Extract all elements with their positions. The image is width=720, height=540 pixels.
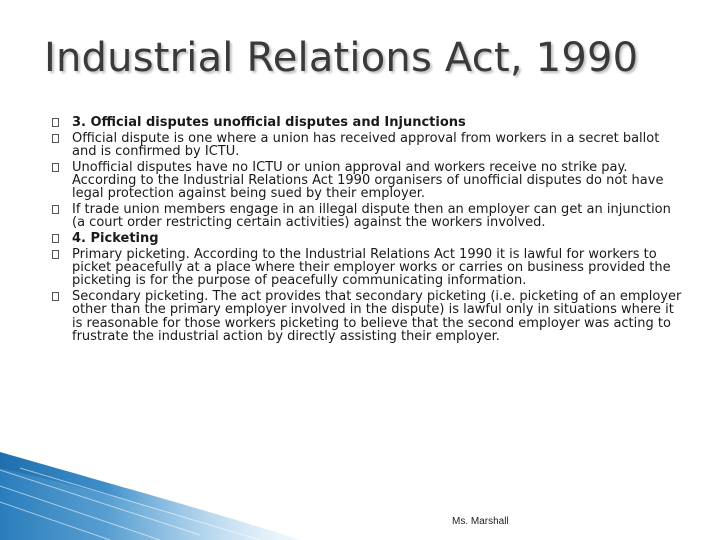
bullet-text: If trade union members engage in an illegal dispute then an employer can get an injunction (a court order restricting certain activities) against the workers involved.	[72, 201, 671, 231]
bullet-text: Secondary picketing. The act provides that secondary picketing (i.e. picketing of an employer other than the primary employer involved in the dispute) is lawful only in situations where it is reasonable for those workers picketing to believe that the second employer was acting to frustrate the industrial action by directly assisting their employer.	[72, 288, 682, 344]
bullet-text: 4. Picketing	[72, 230, 159, 246]
bullet-item	[52, 132, 682, 159]
bullet-item	[52, 116, 682, 129]
bullet-item	[52, 248, 682, 288]
bullet-text: Primary picketing. According to the Industrial Relations Act 1990 it is lawful for workers to picket peacefully at a place where their employer works or carries on business provided the picketing is for the purpose of peacefully communicating information.	[72, 246, 671, 289]
square-bullet-icon	[52, 292, 59, 301]
square-bullet-icon	[52, 163, 59, 172]
square-bullet-icon	[52, 250, 59, 259]
bullet-text: Official dispute is one where a union has received approval from workers in a secret ballot and is confirmed by ICTU.	[72, 130, 660, 159]
slide-title: Industrial Relations Act, 1990	[44, 35, 639, 81]
footer-author: Ms. Marshall	[452, 516, 509, 527]
square-bullet-icon	[52, 234, 59, 243]
bullet-text: Unofficial disputes have no ICTU or union approval and workers receive no strike pay. According to the Industrial Relations Act 1990 organisers of unofficial disputes do not have legal protection against being sued by their employer.	[72, 159, 664, 202]
square-bullet-icon	[52, 118, 59, 127]
bullet-text: 3. Official disputes unofficial disputes and Injunctions	[72, 115, 466, 130]
bullet-item	[52, 290, 682, 343]
decorative-wave-graphic	[0, 440, 720, 540]
bullet-list	[52, 116, 682, 345]
square-bullet-icon	[52, 134, 59, 143]
bullet-item	[52, 161, 682, 201]
bullet-item	[52, 203, 682, 230]
bullet-item	[52, 232, 682, 245]
square-bullet-icon	[52, 205, 59, 214]
